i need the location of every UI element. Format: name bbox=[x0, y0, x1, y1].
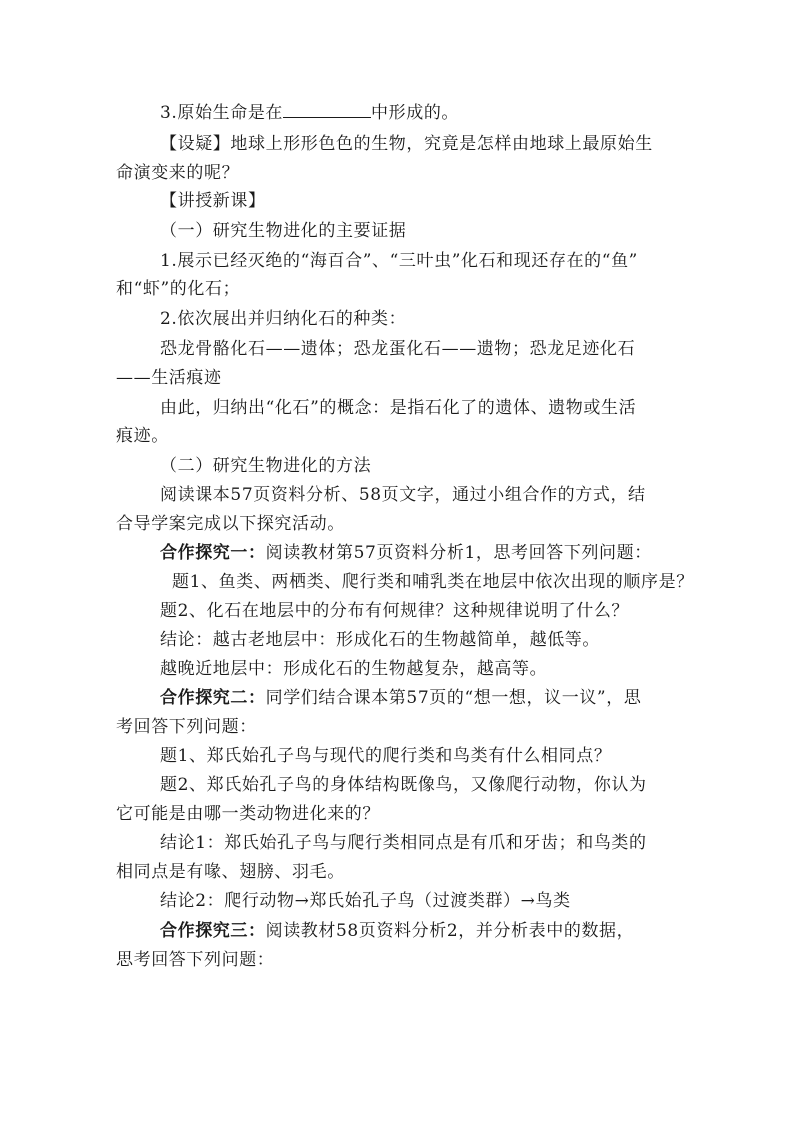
reading-instruction-line-1: 阅读课本57页资料分析、58页文字，通过小组合作的方式，结 bbox=[160, 485, 646, 505]
inquiry-2-text: 同学们结合课本第57页的“想一想，议一议”，思 bbox=[265, 688, 642, 708]
inquiry-2-question-2-line-1: 题2、郑氏始孔子鸟的身体结构既像鸟，又像爬行动物，你认为 bbox=[160, 775, 647, 795]
inquiry-2-conclusion-1-line-1: 结论1：郑氏始孔子鸟与爬行类相同点是有爪和牙齿；和鸟类的 bbox=[160, 833, 647, 853]
inquiry-1-conclusion-2: 越晚近地层中：形成化石的生物越复杂，越高等。 bbox=[160, 659, 548, 679]
inquiry-3-line bbox=[160, 920, 634, 942]
inquiry-2-question-1: 题1、郑氏始孔子鸟与现代的爬行类和鸟类有什么相同点？ bbox=[160, 746, 612, 766]
fossil-concept-line-1: 由此，归纳出“化石”的概念：是指石化了的遗体、遗物或生活 bbox=[160, 398, 637, 418]
reading-instruction-line-2: 合导学案完成以下探究活动。 bbox=[116, 514, 345, 534]
doubt-paragraph-line-2: 命演变来的呢？ bbox=[116, 163, 240, 183]
fossil-types-line-1: 恐龙骨骼化石——遗体；恐龙蛋化石——遗物；恐龙足迹化石 bbox=[160, 339, 636, 359]
fill-in-blank bbox=[283, 101, 371, 118]
inquiry-1-label: 合作探究一： bbox=[160, 543, 266, 563]
inquiry-1-question-2: 题2、化石在地层中的分布有何规律？这种规律说明了什么？ bbox=[160, 601, 630, 621]
inquiry-1-text: 阅读教材第57页资料分析1，思考回答下列问题： bbox=[265, 543, 652, 563]
inquiry-3-label: 合作探究三： bbox=[160, 921, 266, 941]
inquiry-1-question-1: 题1、鱼类、两栖类、爬行类和哺乳类在地层中依次出现的顺序是？ bbox=[172, 572, 694, 592]
question-3-prefix: 3.原始生命是在 bbox=[160, 103, 284, 123]
new-lesson-heading: 【讲授新课】 bbox=[160, 191, 266, 211]
inquiry-2-question-2-line-2: 它可能是由哪一类动物进化来的？ bbox=[116, 804, 380, 824]
item-1-line-2: 和“虾”的化石； bbox=[116, 279, 241, 299]
inquiry-3-line-2: 思考回答下列问题： bbox=[116, 950, 275, 970]
fossil-types-line-2: ——生活痕迹 bbox=[116, 368, 222, 388]
inquiry-1-line bbox=[160, 542, 652, 564]
item-2-line: 2.依次展出并归纳化石的种类： bbox=[160, 309, 407, 329]
inquiry-2-line bbox=[160, 687, 641, 709]
item-1-line-1: 1.展示已经灭绝的“海百合”、“三叶虫”化石和现还存在的“鱼” bbox=[160, 251, 638, 271]
inquiry-2-line-2: 考回答下列问题： bbox=[116, 717, 257, 737]
question-3-suffix: 中形成的。 bbox=[371, 103, 460, 123]
fossil-concept-line-2: 痕迹。 bbox=[116, 426, 169, 446]
section-2-heading: （二）研究生物进化的方法 bbox=[160, 456, 372, 476]
section-1-heading: （一）研究生物进化的主要证据 bbox=[160, 221, 407, 241]
inquiry-2-label: 合作探究二： bbox=[160, 688, 266, 708]
inquiry-2-conclusion-1-line-2: 相同点是有喙、翅膀、羽毛。 bbox=[116, 862, 345, 882]
question-3-line bbox=[160, 101, 459, 124]
inquiry-1-conclusion-1: 结论：越古老地层中：形成化石的生物越简单，越低等。 bbox=[160, 630, 600, 650]
inquiry-3-text: 阅读教材58页资料分析2，并分析表中的数据， bbox=[265, 921, 635, 941]
doubt-paragraph-line-1: 【设疑】地球上形形色色的生物，究竟是怎样由地球上最原始生 bbox=[160, 134, 653, 154]
inquiry-2-conclusion-2: 结论2：爬行动物→郑氏始孔子鸟（过渡类群）→鸟类 bbox=[160, 891, 571, 911]
